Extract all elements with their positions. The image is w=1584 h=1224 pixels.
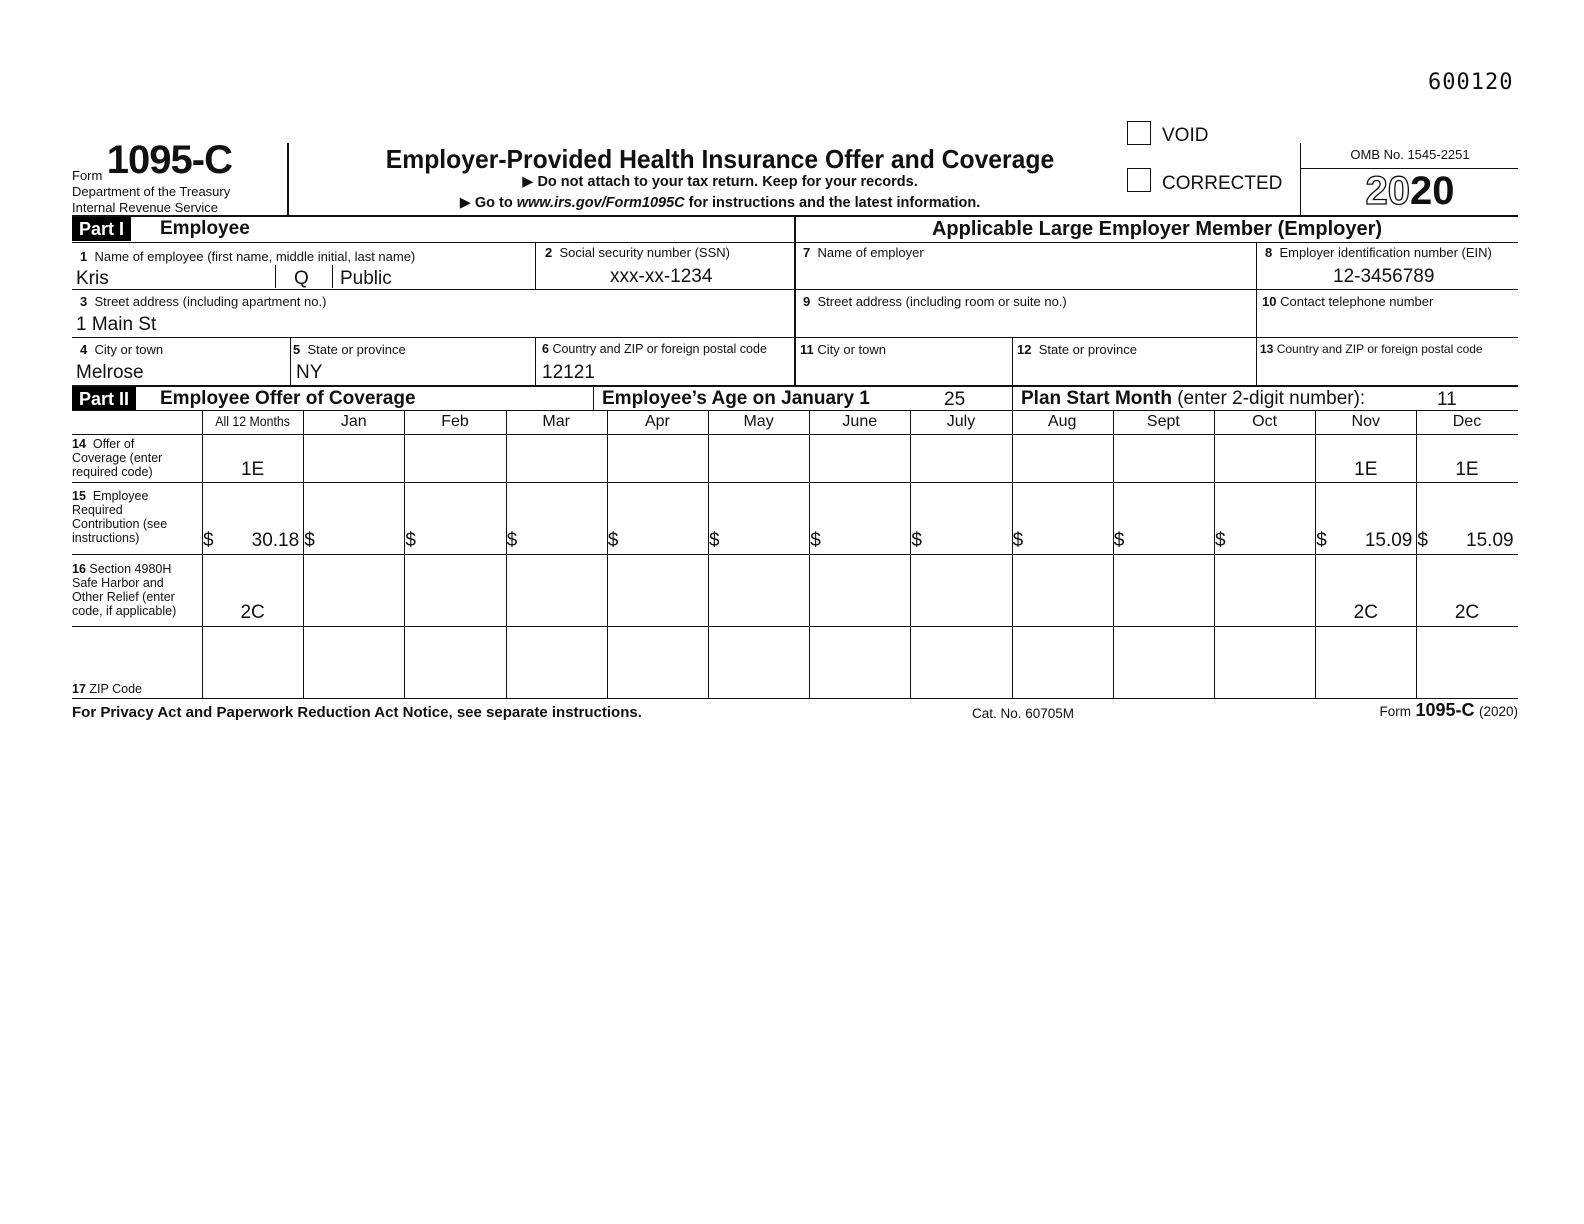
row17-label-text: ZIP Code (89, 682, 142, 696)
part1-tag: Part I (72, 217, 131, 241)
safe-harbor-cell[interactable]: 2C (240, 602, 265, 623)
part2-title: Employee Offer of Coverage (160, 388, 416, 409)
part1-row1-rule (72, 289, 1518, 290)
irs-url-link[interactable]: www.irs.gov/Form1095C (516, 195, 685, 211)
employee-contribution-cell[interactable]: 30.18 (251, 530, 300, 551)
field4-number: 4 (80, 342, 88, 357)
field7-label (803, 245, 924, 260)
field3-number: 3 (80, 294, 88, 309)
row17-rule (72, 698, 1518, 699)
offer-of-coverage-cell[interactable]: 1E (240, 459, 265, 480)
row14-rule (72, 482, 1518, 483)
employee-street-address[interactable]: 1 Main St (76, 314, 157, 335)
field7-label-text: Name of employer (817, 245, 924, 260)
month-header: Oct (1252, 413, 1278, 430)
tax-year (1302, 168, 1518, 214)
field10-label-text: Contact telephone number (1280, 294, 1434, 309)
zip-code-cell[interactable] (1113, 628, 1214, 696)
plan-start-month-value[interactable]: 11 (1437, 389, 1457, 410)
field13-number: 13 (1260, 342, 1274, 356)
row15-label-l1: Employee (92, 489, 149, 503)
employer-state-divider (1012, 337, 1013, 385)
corrected-label: CORRECTED (1162, 173, 1283, 194)
footer-form-year: (2020) (1478, 704, 1518, 719)
month-header: June (842, 413, 878, 430)
part1-title: Employee (160, 218, 250, 239)
zip-code-cell[interactable] (1315, 628, 1416, 696)
row14-label-l2: Coverage (enter (72, 451, 163, 465)
field2-number: 2 (545, 245, 553, 260)
row15-number: 15 (72, 489, 86, 503)
dollar-sign: $ (203, 530, 214, 551)
month-header: May (743, 413, 774, 430)
field1-label-text: Name of employee (first name, middle initial, last name) (94, 249, 416, 264)
employee-age-value[interactable]: 25 (944, 389, 966, 410)
month-header: Mar (542, 413, 570, 430)
field9-label (803, 294, 1067, 309)
employee-city[interactable]: Melrose (76, 362, 144, 383)
zip-divider (535, 337, 536, 385)
footer-form-word: Form (1379, 704, 1412, 719)
employer-ein[interactable]: 12-3456789 (1333, 266, 1435, 287)
field6-number: 6 (542, 342, 549, 356)
field11-number: 11 (800, 342, 814, 357)
part1-header-rule (72, 242, 1518, 243)
row15-label-l3: Contribution (see (72, 517, 168, 531)
form-id (72, 138, 232, 188)
part2-tag: Part II (72, 387, 136, 411)
employee-state[interactable]: NY (296, 362, 323, 383)
month-header: Sept (1146, 413, 1180, 430)
zip-code-cell[interactable] (1416, 628, 1517, 696)
field13-label-text: Country and ZIP or foreign postal code (1276, 342, 1483, 356)
zip-code-cell[interactable] (202, 628, 303, 696)
row16-number: 16 (72, 562, 86, 576)
form-number: 1095-C (106, 138, 232, 182)
employee-zip[interactable]: 12121 (542, 362, 595, 383)
plan-start-label-rest: (enter 2-digit number): (1171, 388, 1366, 409)
row14-label-l1: Offer of (92, 437, 135, 451)
employer-section-title: Applicable Large Employer Member (Employer) (931, 218, 1383, 240)
field12-number: 12 (1017, 342, 1032, 357)
field10-label (1262, 294, 1433, 309)
employee-contribution-cell[interactable]: 15.09 (1466, 530, 1514, 551)
field1-label (80, 249, 415, 264)
form-title: Employer-Provided Health Insurance Offer and Coverage (385, 144, 1055, 174)
row15-label (72, 489, 167, 545)
month-header: Jan (340, 413, 367, 430)
omb-number: OMB No. 1545-2251 (1350, 147, 1470, 162)
zip-code-cell[interactable] (303, 628, 404, 696)
dollar-sign: $ (709, 530, 720, 551)
field12-label (1017, 342, 1137, 357)
row16-label-l4: code, if applicable) (72, 604, 177, 618)
dept-line1: Department of the Treasury (72, 184, 231, 199)
row17-number: 17 (72, 682, 86, 696)
field1-number: 1 (80, 249, 88, 264)
employee-age-label: Employee’s Age on January 1 (602, 388, 870, 409)
age-divider (593, 387, 594, 411)
field11-label (800, 342, 886, 357)
field3-label-text: Street address (including apartment no.) (94, 294, 327, 309)
dollar-sign: $ (810, 530, 821, 551)
dollar-sign: $ (1012, 530, 1024, 551)
row14-label-l3: required code) (72, 465, 153, 479)
instruction-line1: ▶ Do not attach to your tax return. Keep for your records. (522, 174, 918, 190)
field11-label-text: City or town (817, 342, 887, 357)
field5-label (293, 342, 406, 357)
field12-label-text: State or province (1038, 342, 1137, 357)
field9-number: 9 (803, 294, 811, 309)
zip-code-cell[interactable] (506, 628, 607, 696)
field2-label (545, 245, 730, 260)
zip-code-cell[interactable] (809, 628, 910, 696)
month-header: Feb (441, 413, 469, 430)
employee-first-name[interactable]: Kris (76, 268, 109, 289)
omb-divider (1300, 143, 1301, 215)
field5-number: 5 (293, 342, 301, 357)
state-divider (290, 337, 291, 385)
row16-label-l3: Other Relief (enter (72, 590, 175, 604)
instruction-line2 (290, 195, 1150, 211)
instruction-line2-pre: ▶ Go to (459, 195, 517, 211)
zip-code-cell[interactable] (910, 628, 1011, 696)
month-header: Dec (1452, 413, 1482, 430)
row17-label (72, 682, 142, 696)
dollar-sign: $ (1316, 530, 1327, 551)
dollar-sign: $ (405, 530, 416, 551)
field3-label (80, 294, 326, 309)
void-checkbox[interactable] (1127, 121, 1151, 145)
dollar-sign: $ (1417, 530, 1428, 551)
month-header: Nov (1351, 413, 1380, 430)
field9-label-text: Street address (including room or suite no.) (817, 294, 1067, 309)
field2-label-text: Social security number (SSN) (559, 245, 730, 260)
row16-label-l1: Section 4980H (89, 562, 172, 576)
part2-header-rule (72, 410, 1518, 411)
field5-label-text: State or province (307, 342, 406, 357)
dollar-sign: $ (1113, 530, 1125, 551)
safe-harbor-cell[interactable]: 2C (1353, 602, 1378, 623)
field4-label-text: City or town (94, 342, 164, 357)
middle-initial-divider-left (275, 265, 276, 288)
grid-header-rule (72, 434, 1518, 435)
plan-start-label-bold: Plan Start Month (1021, 388, 1172, 409)
corrected-checkbox[interactable] (1127, 168, 1151, 192)
footer-form-number: 1095-C (1415, 700, 1475, 720)
row15-label-l4: instructions) (72, 531, 140, 545)
row14-label (72, 437, 162, 479)
field8-label (1265, 245, 1492, 260)
employee-contribution-cell[interactable]: 15.09 (1364, 530, 1413, 551)
middle-initial-divider-right (332, 265, 333, 288)
employee-middle-initial[interactable]: Q (294, 268, 309, 289)
dollar-sign: $ (607, 530, 619, 551)
header-divider-left (287, 143, 289, 215)
field7-number: 7 (803, 245, 811, 260)
form-word: Form (72, 168, 103, 183)
row15-rule (72, 554, 1518, 555)
instruction-line2-post: for instructions and the latest information. (684, 195, 981, 211)
field6-label-text: Country and ZIP or foreign postal code (552, 342, 767, 356)
zip-code-cell[interactable] (708, 628, 809, 696)
field8-number: 8 (1265, 245, 1273, 260)
zip-code-cell[interactable] (1012, 628, 1113, 696)
dollar-sign: $ (911, 530, 922, 551)
employee-ssn[interactable]: xxx-xx-1234 (610, 266, 713, 287)
month-header: Aug (1047, 413, 1077, 430)
row14-number: 14 (72, 437, 86, 451)
row16-rule (72, 626, 1518, 627)
tax-year-solid: 20 (1410, 169, 1455, 213)
month-header: Apr (644, 413, 670, 430)
zip-code-cell[interactable] (1214, 628, 1315, 696)
tax-year-outline: 20 (1365, 169, 1410, 213)
row15-label-l2: Required (72, 503, 123, 517)
catalog-number: Cat. No. 60705M (972, 706, 1075, 721)
employee-last-name[interactable]: Public (340, 268, 392, 289)
safe-harbor-cell[interactable]: 2C (1454, 602, 1480, 623)
dollar-sign: $ (1215, 530, 1226, 551)
offer-of-coverage-cell[interactable]: 1E (1354, 459, 1378, 480)
month-header: July (946, 413, 976, 430)
row16-label-l2: Safe Harbor and (72, 576, 164, 590)
footer-form-id (1380, 700, 1518, 721)
field10-number: 10 (1262, 294, 1277, 309)
month-header: All 12 Months (215, 413, 290, 429)
field8-label-text: Employer identification number (EIN) (1279, 245, 1492, 260)
zip-code-cell[interactable] (607, 628, 708, 696)
dollar-sign: $ (304, 530, 315, 551)
offer-of-coverage-cell[interactable]: 1E (1455, 459, 1479, 480)
ssn-divider (535, 242, 536, 289)
control-number: 600120 (1428, 70, 1514, 95)
void-label: VOID (1162, 125, 1209, 146)
ein-divider (1256, 242, 1257, 385)
privacy-notice: For Privacy Act and Paperwork Reduction Act Notice, see separate instructions. (72, 704, 642, 721)
plan-start-label (1021, 387, 1365, 411)
zip-code-cell[interactable] (404, 628, 505, 696)
field13-label (1260, 342, 1483, 357)
field6-label (542, 342, 767, 357)
dept-line2: Internal Revenue Service (72, 200, 218, 215)
field4-label (80, 342, 163, 357)
plan-start-divider (1012, 387, 1013, 411)
row16-label (72, 562, 176, 618)
part1-row2-rule (72, 337, 1518, 338)
dollar-sign: $ (506, 530, 518, 551)
